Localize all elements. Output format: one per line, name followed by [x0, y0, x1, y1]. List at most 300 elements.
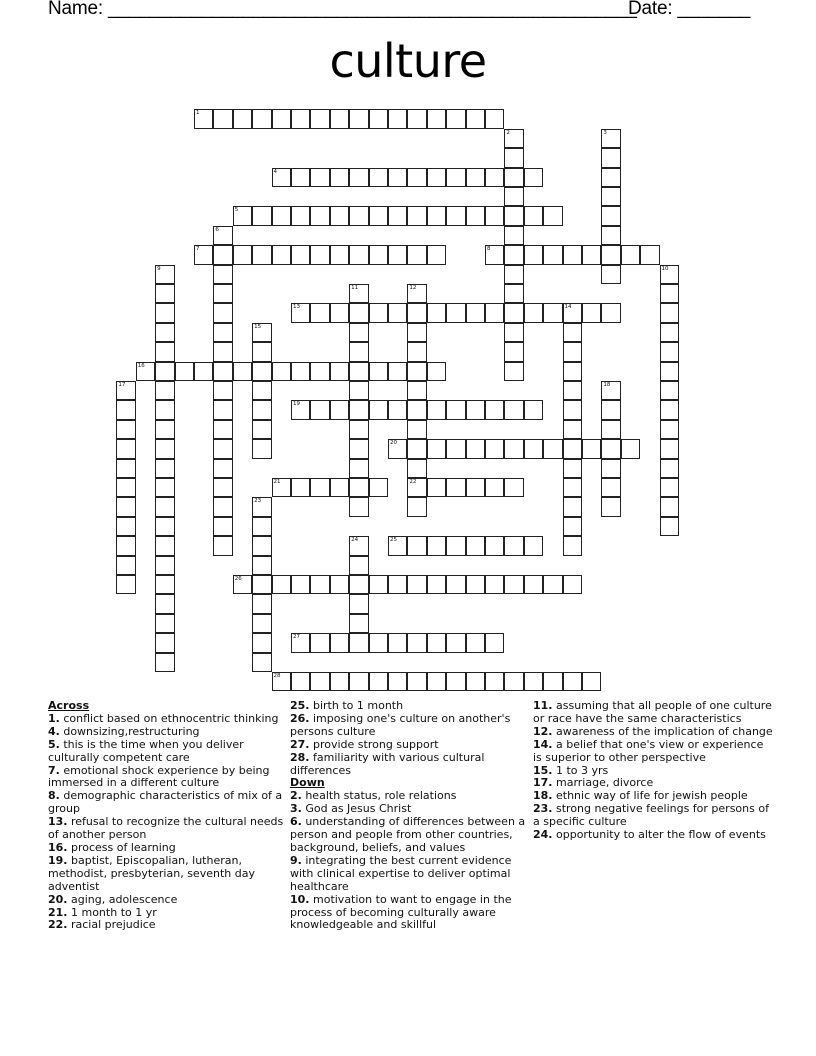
grid-cell[interactable] — [524, 168, 543, 187]
grid-cell[interactable] — [504, 400, 523, 419]
grid-cell[interactable] — [407, 420, 426, 439]
grid-cell[interactable] — [485, 303, 504, 322]
grid-cell[interactable] — [543, 245, 562, 264]
grid-cell[interactable] — [155, 653, 174, 672]
grid-cell[interactable] — [252, 517, 271, 536]
grid-cell[interactable] — [660, 381, 679, 400]
grid-cell[interactable] — [660, 497, 679, 516]
grid-cell[interactable] — [213, 303, 232, 322]
grid-cell[interactable] — [601, 245, 620, 264]
grid-cell[interactable] — [466, 168, 485, 187]
grid-cell[interactable] — [504, 168, 523, 187]
grid-cell[interactable] — [660, 265, 679, 284]
grid-cell[interactable] — [349, 381, 368, 400]
grid-cell[interactable] — [446, 672, 465, 691]
grid-cell[interactable] — [563, 381, 582, 400]
grid-cell[interactable] — [504, 323, 523, 342]
grid-cell[interactable] — [660, 420, 679, 439]
grid-cell[interactable] — [213, 400, 232, 419]
grid-cell[interactable] — [369, 672, 388, 691]
grid-cell[interactable] — [446, 206, 465, 225]
grid-cell[interactable] — [388, 245, 407, 264]
grid-cell[interactable] — [252, 497, 271, 516]
grid-cell[interactable] — [155, 517, 174, 536]
grid-cell[interactable] — [407, 381, 426, 400]
grid-cell[interactable] — [310, 362, 329, 381]
grid-cell[interactable] — [310, 575, 329, 594]
grid-cell[interactable] — [485, 439, 504, 458]
grid-cell[interactable] — [621, 439, 640, 458]
grid-cell[interactable] — [252, 323, 271, 342]
grid-cell[interactable] — [116, 459, 135, 478]
grid-cell[interactable] — [407, 109, 426, 128]
grid-cell[interactable] — [252, 420, 271, 439]
grid-cell[interactable] — [660, 323, 679, 342]
grid-cell[interactable] — [330, 206, 349, 225]
grid-cell[interactable] — [466, 575, 485, 594]
grid-cell[interactable] — [155, 362, 174, 381]
grid-cell[interactable] — [349, 459, 368, 478]
grid-cell[interactable] — [272, 206, 291, 225]
grid-cell[interactable] — [291, 168, 310, 187]
grid-cell[interactable] — [252, 653, 271, 672]
grid-cell[interactable] — [485, 575, 504, 594]
grid-cell[interactable] — [485, 168, 504, 187]
grid-cell[interactable] — [407, 168, 426, 187]
grid-cell[interactable] — [504, 303, 523, 322]
grid-cell[interactable] — [349, 284, 368, 303]
grid-cell[interactable] — [330, 303, 349, 322]
grid-cell[interactable] — [330, 478, 349, 497]
grid-cell[interactable] — [349, 556, 368, 575]
grid-cell[interactable] — [155, 575, 174, 594]
grid-cell[interactable] — [407, 400, 426, 419]
grid-cell[interactable] — [330, 400, 349, 419]
grid-cell[interactable] — [524, 206, 543, 225]
grid-cell[interactable] — [601, 129, 620, 148]
grid-cell[interactable] — [504, 265, 523, 284]
grid-cell[interactable] — [349, 362, 368, 381]
grid-cell[interactable] — [213, 517, 232, 536]
grid-cell[interactable] — [504, 672, 523, 691]
grid-cell[interactable] — [291, 575, 310, 594]
grid-cell[interactable] — [252, 400, 271, 419]
grid-cell[interactable] — [660, 459, 679, 478]
grid-cell[interactable] — [427, 478, 446, 497]
grid-cell[interactable] — [601, 420, 620, 439]
grid-cell[interactable] — [660, 478, 679, 497]
grid-cell[interactable] — [213, 245, 232, 264]
grid-cell[interactable] — [563, 303, 582, 322]
grid-cell[interactable] — [466, 633, 485, 652]
grid-cell[interactable] — [369, 303, 388, 322]
grid-cell[interactable] — [563, 536, 582, 555]
grid-cell[interactable] — [524, 303, 543, 322]
grid-cell[interactable] — [155, 342, 174, 361]
grid-cell[interactable] — [349, 594, 368, 613]
grid-cell[interactable] — [369, 168, 388, 187]
grid-cell[interactable] — [446, 303, 465, 322]
grid-cell[interactable] — [427, 362, 446, 381]
grid-cell[interactable] — [252, 575, 271, 594]
grid-cell[interactable] — [233, 109, 252, 128]
grid-cell[interactable] — [660, 303, 679, 322]
grid-cell[interactable] — [369, 362, 388, 381]
grid-cell[interactable] — [485, 206, 504, 225]
grid-cell[interactable] — [233, 575, 252, 594]
grid-cell[interactable] — [213, 362, 232, 381]
grid-cell[interactable] — [349, 400, 368, 419]
grid-cell[interactable] — [116, 497, 135, 516]
grid-cell[interactable] — [136, 362, 155, 381]
grid-cell[interactable] — [349, 323, 368, 342]
name-field-label[interactable]: Name: ___________________________________________________ — [48, 0, 637, 19]
grid-cell[interactable] — [388, 168, 407, 187]
grid-cell[interactable] — [155, 400, 174, 419]
grid-cell[interactable] — [330, 672, 349, 691]
grid-cell[interactable] — [213, 381, 232, 400]
grid-cell[interactable] — [233, 206, 252, 225]
grid-cell[interactable] — [446, 439, 465, 458]
grid-cell[interactable] — [369, 245, 388, 264]
grid-cell[interactable] — [291, 478, 310, 497]
grid-cell[interactable] — [524, 536, 543, 555]
grid-cell[interactable] — [116, 556, 135, 575]
grid-cell[interactable] — [504, 478, 523, 497]
grid-cell[interactable] — [485, 672, 504, 691]
grid-cell[interactable] — [349, 168, 368, 187]
grid-cell[interactable] — [252, 109, 271, 128]
grid-cell[interactable] — [155, 420, 174, 439]
grid-cell[interactable] — [466, 303, 485, 322]
grid-cell[interactable] — [272, 575, 291, 594]
grid-cell[interactable] — [349, 536, 368, 555]
grid-cell[interactable] — [660, 342, 679, 361]
grid-cell[interactable] — [601, 206, 620, 225]
grid-cell[interactable] — [388, 400, 407, 419]
grid-cell[interactable] — [563, 459, 582, 478]
grid-cell[interactable] — [116, 400, 135, 419]
grid-cell[interactable] — [155, 303, 174, 322]
grid-cell[interactable] — [446, 109, 465, 128]
grid-cell[interactable] — [601, 439, 620, 458]
grid-cell[interactable] — [582, 245, 601, 264]
grid-cell[interactable] — [504, 187, 523, 206]
grid-cell[interactable] — [485, 400, 504, 419]
grid-cell[interactable] — [252, 536, 271, 555]
grid-cell[interactable] — [291, 109, 310, 128]
grid-cell[interactable] — [291, 400, 310, 419]
grid-cell[interactable] — [349, 672, 368, 691]
grid-cell[interactable] — [330, 109, 349, 128]
grid-cell[interactable] — [601, 400, 620, 419]
grid-cell[interactable] — [213, 226, 232, 245]
grid-cell[interactable] — [213, 265, 232, 284]
grid-cell[interactable] — [427, 575, 446, 594]
grid-cell[interactable] — [485, 633, 504, 652]
grid-cell[interactable] — [213, 536, 232, 555]
grid-cell[interactable] — [660, 517, 679, 536]
grid-cell[interactable] — [504, 206, 523, 225]
grid-cell[interactable] — [252, 594, 271, 613]
grid-cell[interactable] — [330, 633, 349, 652]
grid-cell[interactable] — [155, 594, 174, 613]
grid-cell[interactable] — [563, 497, 582, 516]
grid-cell[interactable] — [330, 245, 349, 264]
grid-cell[interactable] — [407, 633, 426, 652]
grid-cell[interactable] — [155, 556, 174, 575]
grid-cell[interactable] — [563, 362, 582, 381]
grid-cell[interactable] — [485, 536, 504, 555]
grid-cell[interactable] — [310, 633, 329, 652]
grid-cell[interactable] — [563, 420, 582, 439]
grid-cell[interactable] — [427, 672, 446, 691]
grid-cell[interactable] — [388, 439, 407, 458]
grid-cell[interactable] — [524, 400, 543, 419]
grid-cell[interactable] — [660, 400, 679, 419]
grid-cell[interactable] — [116, 420, 135, 439]
grid-cell[interactable] — [213, 420, 232, 439]
grid-cell[interactable] — [601, 148, 620, 167]
grid-cell[interactable] — [349, 614, 368, 633]
grid-cell[interactable] — [582, 303, 601, 322]
grid-cell[interactable] — [524, 672, 543, 691]
grid-cell[interactable] — [291, 245, 310, 264]
grid-cell[interactable] — [543, 439, 562, 458]
grid-cell[interactable] — [213, 497, 232, 516]
grid-cell[interactable] — [349, 633, 368, 652]
grid-cell[interactable] — [310, 168, 329, 187]
grid-cell[interactable] — [291, 206, 310, 225]
grid-cell[interactable] — [155, 633, 174, 652]
grid-cell[interactable] — [466, 206, 485, 225]
grid-cell[interactable] — [213, 439, 232, 458]
grid-cell[interactable] — [252, 633, 271, 652]
grid-cell[interactable] — [407, 245, 426, 264]
grid-cell[interactable] — [601, 226, 620, 245]
grid-cell[interactable] — [349, 420, 368, 439]
grid-cell[interactable] — [543, 303, 562, 322]
grid-cell[interactable] — [427, 439, 446, 458]
grid-cell[interactable] — [116, 478, 135, 497]
grid-cell[interactable] — [291, 303, 310, 322]
grid-cell[interactable] — [504, 536, 523, 555]
grid-cell[interactable] — [504, 245, 523, 264]
grid-cell[interactable] — [155, 439, 174, 458]
grid-cell[interactable] — [252, 362, 271, 381]
grid-cell[interactable] — [272, 109, 291, 128]
grid-cell[interactable] — [407, 303, 426, 322]
grid-cell[interactable] — [155, 459, 174, 478]
grid-cell[interactable] — [252, 206, 271, 225]
grid-cell[interactable] — [504, 575, 523, 594]
grid-cell[interactable] — [466, 672, 485, 691]
grid-cell[interactable] — [252, 245, 271, 264]
grid-cell[interactable] — [116, 439, 135, 458]
grid-cell[interactable] — [349, 478, 368, 497]
grid-cell[interactable] — [116, 575, 135, 594]
grid-cell[interactable] — [543, 575, 562, 594]
grid-cell[interactable] — [563, 323, 582, 342]
grid-cell[interactable] — [543, 206, 562, 225]
grid-cell[interactable] — [407, 536, 426, 555]
grid-cell[interactable] — [427, 400, 446, 419]
grid-cell[interactable] — [349, 206, 368, 225]
grid-cell[interactable] — [369, 109, 388, 128]
grid-cell[interactable] — [504, 226, 523, 245]
grid-cell[interactable] — [310, 206, 329, 225]
grid-cell[interactable] — [427, 303, 446, 322]
grid-cell[interactable] — [213, 459, 232, 478]
grid-cell[interactable] — [563, 400, 582, 419]
grid-cell[interactable] — [291, 672, 310, 691]
grid-cell[interactable] — [407, 575, 426, 594]
grid-cell[interactable] — [407, 439, 426, 458]
grid-cell[interactable] — [640, 245, 659, 264]
grid-cell[interactable] — [272, 168, 291, 187]
grid-cell[interactable] — [349, 109, 368, 128]
grid-cell[interactable] — [213, 478, 232, 497]
grid-cell[interactable] — [504, 342, 523, 361]
grid-cell[interactable] — [407, 497, 426, 516]
grid-cell[interactable] — [272, 478, 291, 497]
grid-cell[interactable] — [272, 362, 291, 381]
grid-cell[interactable] — [155, 265, 174, 284]
grid-cell[interactable] — [563, 478, 582, 497]
grid-cell[interactable] — [446, 536, 465, 555]
grid-cell[interactable] — [563, 245, 582, 264]
grid-cell[interactable] — [466, 478, 485, 497]
grid-cell[interactable] — [310, 672, 329, 691]
grid-cell[interactable] — [504, 362, 523, 381]
grid-cell[interactable] — [194, 109, 213, 128]
grid-cell[interactable] — [310, 303, 329, 322]
grid-cell[interactable] — [427, 109, 446, 128]
grid-cell[interactable] — [485, 478, 504, 497]
grid-cell[interactable] — [407, 672, 426, 691]
grid-cell[interactable] — [504, 148, 523, 167]
grid-cell[interactable] — [446, 633, 465, 652]
grid-cell[interactable] — [427, 536, 446, 555]
grid-cell[interactable] — [388, 303, 407, 322]
grid-cell[interactable] — [407, 206, 426, 225]
grid-cell[interactable] — [272, 245, 291, 264]
grid-cell[interactable] — [272, 672, 291, 691]
grid-cell[interactable] — [155, 284, 174, 303]
grid-cell[interactable] — [563, 517, 582, 536]
grid-cell[interactable] — [524, 575, 543, 594]
grid-cell[interactable] — [466, 536, 485, 555]
grid-cell[interactable] — [524, 245, 543, 264]
grid-cell[interactable] — [369, 575, 388, 594]
grid-cell[interactable] — [504, 129, 523, 148]
grid-cell[interactable] — [233, 362, 252, 381]
grid-cell[interactable] — [310, 400, 329, 419]
grid-cell[interactable] — [563, 672, 582, 691]
grid-cell[interactable] — [601, 478, 620, 497]
grid-cell[interactable] — [330, 168, 349, 187]
grid-cell[interactable] — [407, 362, 426, 381]
grid-cell[interactable] — [252, 556, 271, 575]
grid-cell[interactable] — [175, 362, 194, 381]
grid-cell[interactable] — [427, 168, 446, 187]
grid-cell[interactable] — [504, 439, 523, 458]
grid-cell[interactable] — [504, 284, 523, 303]
grid-cell[interactable] — [388, 633, 407, 652]
grid-cell[interactable] — [601, 168, 620, 187]
grid-cell[interactable] — [446, 168, 465, 187]
grid-cell[interactable] — [116, 517, 135, 536]
grid-cell[interactable] — [369, 206, 388, 225]
grid-cell[interactable] — [349, 245, 368, 264]
grid-cell[interactable] — [446, 400, 465, 419]
grid-cell[interactable] — [388, 672, 407, 691]
grid-cell[interactable] — [388, 109, 407, 128]
grid-cell[interactable] — [407, 342, 426, 361]
grid-cell[interactable] — [446, 575, 465, 594]
grid-cell[interactable] — [116, 536, 135, 555]
grid-cell[interactable] — [407, 284, 426, 303]
grid-cell[interactable] — [310, 109, 329, 128]
grid-cell[interactable] — [349, 342, 368, 361]
grid-cell[interactable] — [252, 342, 271, 361]
grid-cell[interactable] — [388, 575, 407, 594]
grid-cell[interactable] — [252, 381, 271, 400]
grid-cell[interactable] — [601, 265, 620, 284]
grid-cell[interactable] — [466, 439, 485, 458]
grid-cell[interactable] — [369, 400, 388, 419]
grid-cell[interactable] — [582, 439, 601, 458]
grid-cell[interactable] — [291, 362, 310, 381]
grid-cell[interactable] — [563, 575, 582, 594]
grid-cell[interactable] — [213, 284, 232, 303]
grid-cell[interactable] — [155, 381, 174, 400]
grid-cell[interactable] — [601, 459, 620, 478]
date-field-label[interactable]: Date: _______ — [628, 0, 751, 19]
grid-cell[interactable] — [233, 245, 252, 264]
grid-cell[interactable] — [252, 614, 271, 633]
grid-cell[interactable] — [155, 478, 174, 497]
grid-cell[interactable] — [427, 633, 446, 652]
grid-cell[interactable] — [252, 439, 271, 458]
grid-cell[interactable] — [369, 633, 388, 652]
grid-cell[interactable] — [407, 323, 426, 342]
grid-cell[interactable] — [601, 187, 620, 206]
grid-cell[interactable] — [407, 459, 426, 478]
grid-cell[interactable] — [660, 284, 679, 303]
grid-cell[interactable] — [155, 614, 174, 633]
grid-cell[interactable] — [563, 342, 582, 361]
grid-cell[interactable] — [330, 575, 349, 594]
grid-cell[interactable] — [524, 439, 543, 458]
grid-cell[interactable] — [446, 478, 465, 497]
grid-cell[interactable] — [466, 109, 485, 128]
grid-cell[interactable] — [194, 362, 213, 381]
grid-cell[interactable] — [369, 478, 388, 497]
grid-cell[interactable] — [407, 478, 426, 497]
grid-cell[interactable] — [349, 497, 368, 516]
grid-cell[interactable] — [155, 536, 174, 555]
grid-cell[interactable] — [155, 497, 174, 516]
grid-cell[interactable] — [388, 206, 407, 225]
grid-cell[interactable] — [543, 672, 562, 691]
grid-cell[interactable] — [310, 245, 329, 264]
grid-cell[interactable] — [601, 303, 620, 322]
grid-cell[interactable] — [427, 245, 446, 264]
grid-cell[interactable] — [621, 245, 640, 264]
grid-cell[interactable] — [388, 362, 407, 381]
grid-cell[interactable] — [485, 109, 504, 128]
